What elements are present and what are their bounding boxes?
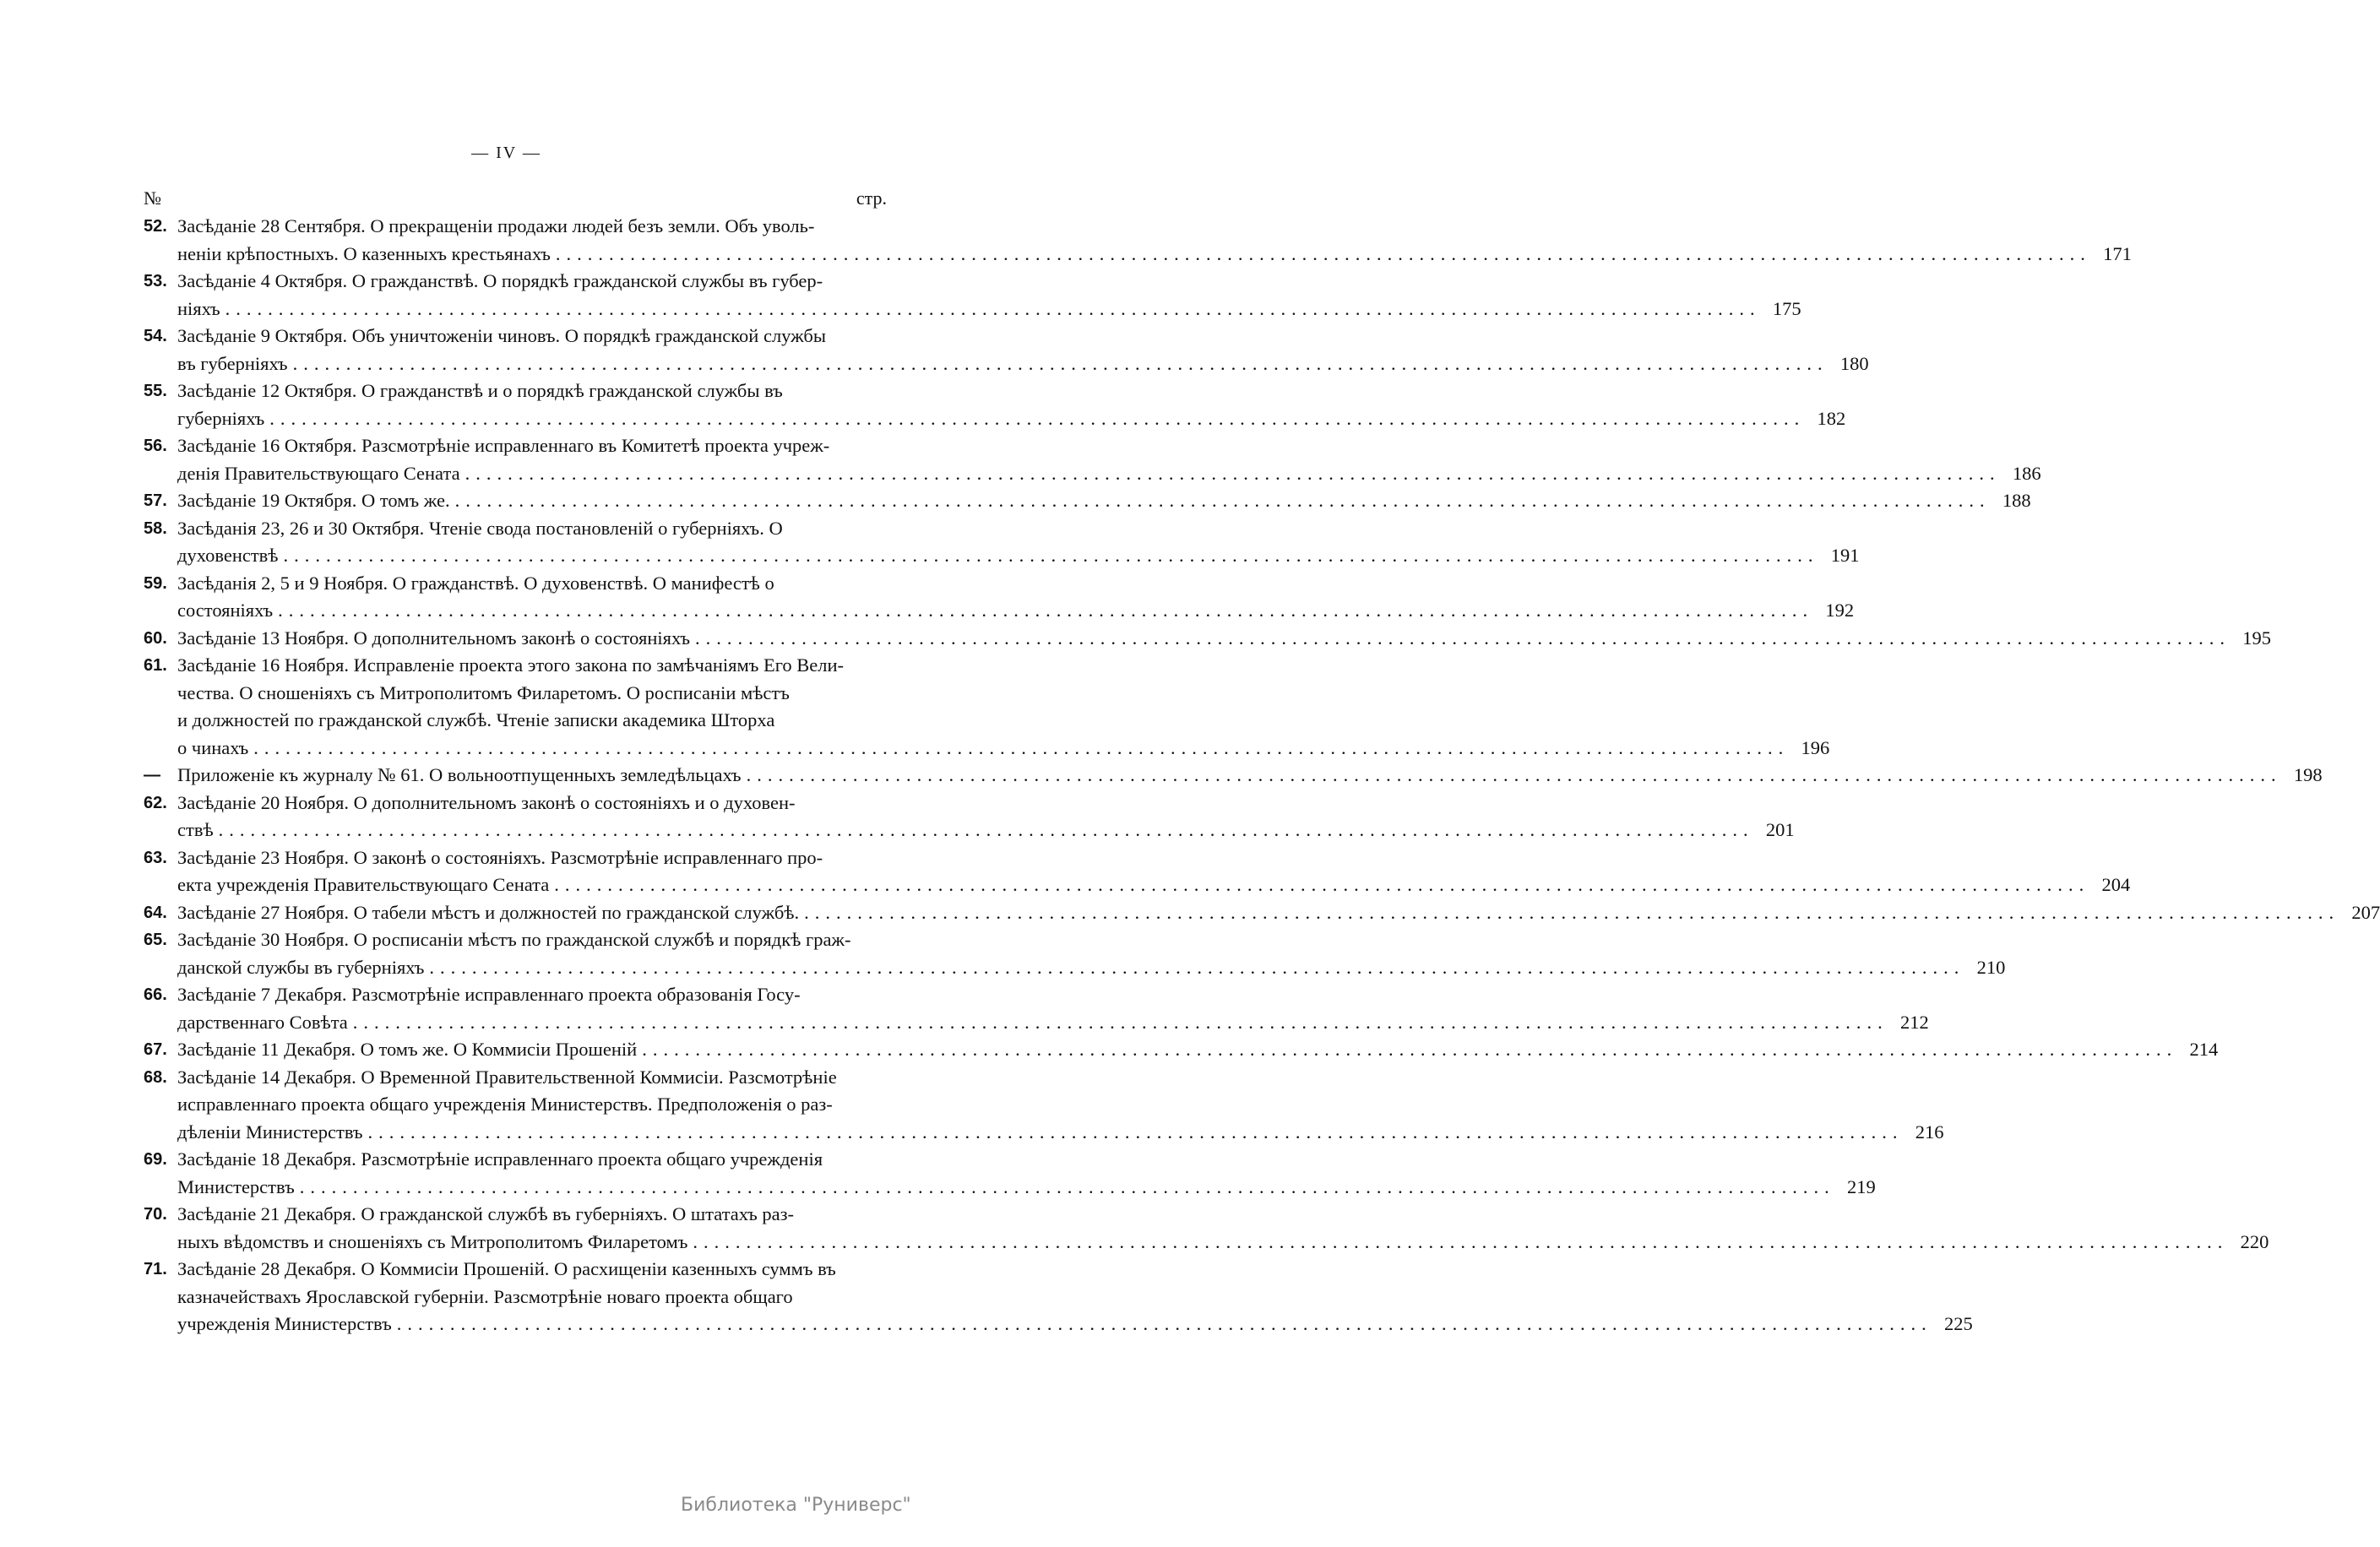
number-column-label: № bbox=[144, 187, 161, 209]
dot-leader bbox=[226, 296, 1761, 323]
entry-line bbox=[177, 570, 1854, 598]
entry-line bbox=[177, 296, 1801, 323]
page-number: 186 bbox=[2012, 462, 2041, 484]
entry-line-text: Засѣданіе 7 Декабря. Разсмотрѣніе исправленнаго проекта образованія Госу- bbox=[177, 984, 801, 1005]
entry-line bbox=[177, 377, 1845, 405]
toc-entry bbox=[144, 432, 2041, 487]
toc-entry bbox=[144, 1201, 2269, 1256]
dot-leader bbox=[397, 1311, 1932, 1338]
entry-text bbox=[177, 1064, 1944, 1147]
page-number: 192 bbox=[1825, 600, 1855, 621]
entry-line-text: Засѣданіе 13 Ноября. О дополнительномъ законѣ о состояніяхъ bbox=[177, 627, 691, 649]
entry-line-text: Засѣданіе 28 Сентября. О прекращеніи продажи людей безъ земли. Объ уволь- bbox=[177, 215, 815, 236]
page-number: 191 bbox=[1830, 545, 1860, 566]
entry-line-text: Засѣданіе 23 Ноября. О законѣ о состояніяхъ. Разсмотрѣніе исправленнаго про- bbox=[177, 846, 823, 868]
dot-leader bbox=[695, 625, 2231, 653]
entry-line-text: Засѣданіе 16 Октября. Разсмотрѣніе исправленнаго въ Комитетѣ проекта учреж- bbox=[177, 435, 830, 456]
page-number: 212 bbox=[1900, 1011, 1929, 1033]
dot-leader bbox=[554, 871, 2089, 899]
entry-line-text: Засѣданіе 11 Декабря. О томъ же. О Коммисіи Прошеній bbox=[177, 1039, 638, 1060]
entry-line bbox=[177, 1036, 2218, 1064]
dot-leader bbox=[455, 487, 1991, 515]
entry-line-text: исправленнаго проекта общаго учрежденія Министерствъ. Предположенія о раз- bbox=[177, 1094, 833, 1115]
entry-line-text: состояніяхъ bbox=[177, 600, 274, 621]
entry-line-text: учрежденія Министерствъ bbox=[177, 1313, 392, 1334]
page-number: 198 bbox=[2293, 764, 2323, 785]
entry-text bbox=[177, 213, 2132, 268]
entry-line bbox=[177, 213, 2132, 241]
page-number: 225 bbox=[1944, 1313, 1973, 1334]
dot-leader bbox=[465, 460, 2001, 488]
entry-line bbox=[177, 1174, 1876, 1202]
toc-entry bbox=[144, 1256, 1973, 1338]
dot-leader bbox=[353, 1009, 1888, 1037]
entry-line bbox=[177, 515, 1860, 543]
page-number: 216 bbox=[1915, 1121, 1944, 1143]
entry-line bbox=[177, 1284, 1973, 1311]
entry-text bbox=[177, 652, 1829, 762]
dot-leader bbox=[556, 241, 2091, 269]
entry-line-text: Засѣданіе 16 Ноября. Исправленіе проекта этого закона по замѣчаніямъ Его Вели- bbox=[177, 654, 845, 676]
entry-line-text: данской службы въ губерніяхъ bbox=[177, 956, 425, 978]
toc-entry bbox=[144, 652, 1830, 762]
entry-text bbox=[177, 762, 2323, 790]
entry-line-text: губерніяхъ bbox=[177, 407, 265, 429]
entry-line-text: Засѣданіе 20 Ноября. О дополнительномъ законѣ о состояніяхъ и о духовен- bbox=[177, 791, 796, 813]
entry-text bbox=[177, 844, 2130, 899]
toc-entry bbox=[144, 899, 2380, 927]
entry-line-text: въ губерніяхъ bbox=[177, 352, 288, 374]
entry-line bbox=[177, 405, 1845, 433]
toc-entry bbox=[144, 926, 2006, 981]
toc-entry bbox=[144, 377, 1846, 432]
entry-text bbox=[177, 790, 1795, 844]
entry-line-text: Засѣданіе 30 Ноября. О росписаніи мѣстъ по гражданской службѣ и порядкѣ граж- bbox=[177, 929, 851, 950]
page-number: 214 bbox=[2189, 1039, 2219, 1060]
toc-entry bbox=[144, 790, 1795, 844]
entry-line-text: Засѣданіе 9 Октября. Объ уничтоженіи чиновъ. О порядкѣ гражданской службы bbox=[177, 325, 826, 346]
entry-text bbox=[177, 926, 2005, 981]
toc-entry bbox=[144, 1036, 2219, 1064]
toc-entry bbox=[144, 625, 2272, 653]
dot-leader bbox=[804, 899, 2339, 927]
entry-line bbox=[177, 817, 1795, 844]
toc-entry bbox=[144, 844, 2131, 899]
entry-line-text: Засѣданія 2, 5 и 9 Ноября. О гражданствѣ. О духовенствѣ. О манифестѣ о bbox=[177, 572, 774, 594]
entry-line bbox=[177, 460, 2041, 488]
entry-number: 65. bbox=[144, 931, 167, 949]
entry-line-text: ніяхъ bbox=[177, 297, 220, 319]
entry-line bbox=[177, 487, 2031, 515]
entry-text bbox=[177, 1201, 2269, 1256]
entry-text bbox=[177, 515, 1860, 570]
table-of-contents bbox=[144, 213, 2380, 1338]
page-number: 180 bbox=[1839, 352, 1869, 374]
entry-line bbox=[177, 680, 1829, 708]
entry-line bbox=[177, 844, 2130, 872]
entry-text bbox=[177, 899, 2380, 927]
entry-number: 67. bbox=[144, 1040, 167, 1059]
dot-leader bbox=[693, 1229, 2228, 1257]
entry-number: 55. bbox=[144, 382, 167, 400]
entry-text bbox=[177, 981, 1929, 1036]
entry-line bbox=[177, 1091, 1944, 1119]
entry-line bbox=[177, 241, 2132, 269]
entry-number: 63. bbox=[144, 848, 167, 867]
entry-number: 61. bbox=[144, 656, 167, 675]
entry-line bbox=[177, 899, 2380, 927]
entry-line-text: казначействахъ Ярославской губерніи. Разсмотрѣніе новаго проекта общаго bbox=[177, 1285, 793, 1307]
entry-number: 62. bbox=[144, 793, 167, 812]
entry-line bbox=[177, 735, 1829, 763]
page-number: 210 bbox=[1976, 956, 2006, 978]
dot-leader bbox=[269, 405, 1805, 433]
page-number: 207 bbox=[2351, 901, 2380, 923]
entry-line-text: Засѣданіе 18 Декабря. Разсмотрѣніе исправленнаго проекта общаго учрежденія bbox=[177, 1148, 823, 1170]
page-number: 201 bbox=[1765, 819, 1795, 840]
entry-line bbox=[177, 1229, 2269, 1257]
dot-leader bbox=[284, 542, 1819, 570]
entry-text bbox=[177, 1036, 2218, 1064]
toc-entry bbox=[144, 515, 1860, 570]
entry-number: 54. bbox=[144, 327, 167, 345]
dot-leader bbox=[429, 954, 1964, 982]
entry-number: 52. bbox=[144, 217, 167, 236]
dot-leader bbox=[368, 1119, 1904, 1147]
entry-number: — bbox=[144, 766, 160, 784]
entry-line-text: Засѣданіе 19 Октября. О томъ же. bbox=[177, 490, 450, 511]
entry-line-text: дарственнаго Совѣта bbox=[177, 1011, 348, 1033]
toc-entry bbox=[144, 1146, 1876, 1201]
entry-line bbox=[177, 1201, 2269, 1229]
entry-number: 57. bbox=[144, 491, 167, 510]
page-number: 196 bbox=[1801, 736, 1830, 758]
page-number: 220 bbox=[2240, 1230, 2269, 1252]
page-number: 175 bbox=[1772, 297, 1801, 319]
entry-line-text: неніи крѣпостныхъ. О казенныхъ крестьянахъ bbox=[177, 242, 551, 264]
entry-line bbox=[177, 1119, 1944, 1147]
entry-text bbox=[177, 625, 2271, 653]
entry-line bbox=[177, 1311, 1973, 1338]
page-number: 195 bbox=[2242, 627, 2272, 649]
toc-entry bbox=[144, 487, 2031, 515]
entry-line bbox=[177, 1064, 1944, 1092]
entry-line bbox=[177, 981, 1929, 1009]
entry-text bbox=[177, 1146, 1876, 1201]
dot-leader bbox=[278, 597, 1813, 625]
page-number: 182 bbox=[1817, 407, 1846, 429]
entry-line bbox=[177, 790, 1795, 817]
dot-leader bbox=[642, 1036, 2177, 1064]
entry-line-text: чества. О сношеніяхъ съ Митрополитомъ Филаретомъ. О росписаніи мѣстъ bbox=[177, 681, 790, 703]
entry-line-text: и должностей по гражданской службѣ. Чтеніе записки академика Шторха bbox=[177, 709, 775, 730]
entry-line-text: Приложеніе къ журналу № 61. О вольноотпущенныхъ земледѣльцахъ bbox=[177, 764, 742, 785]
entry-line-text: Засѣданія 23, 26 и 30 Октября. Чтеніе свода постановленій о губерніяхъ. О bbox=[177, 517, 783, 539]
entry-line bbox=[177, 323, 1869, 350]
entry-line-text: о чинахъ bbox=[177, 736, 249, 758]
entry-line bbox=[177, 1256, 1973, 1284]
toc-entry bbox=[144, 570, 1855, 625]
entry-text bbox=[177, 432, 2041, 487]
entry-line bbox=[177, 1009, 1929, 1037]
entry-number: 60. bbox=[144, 628, 167, 648]
toc-entry bbox=[144, 323, 1869, 377]
entry-line bbox=[177, 871, 2130, 899]
dot-leader bbox=[253, 735, 1789, 763]
entry-line bbox=[177, 1146, 1876, 1174]
entry-line-text: денія Правительствующаго Сената bbox=[177, 462, 460, 484]
entry-line-text: Министерствъ bbox=[177, 1175, 295, 1197]
entry-line bbox=[177, 954, 2005, 982]
toc-entry bbox=[144, 981, 1929, 1036]
entry-text bbox=[177, 377, 1845, 432]
entry-number: 71. bbox=[144, 1260, 167, 1278]
toc-entry bbox=[144, 268, 1801, 323]
entry-line-text: Засѣданіе 27 Ноября. О табели мѣстъ и должностей по гражданской службѣ. bbox=[177, 901, 800, 923]
entry-number: 59. bbox=[144, 573, 167, 593]
entry-line bbox=[177, 432, 2041, 460]
entry-number: 68. bbox=[144, 1067, 167, 1087]
entry-text bbox=[177, 323, 1869, 377]
entry-text bbox=[177, 268, 1801, 323]
entry-line bbox=[177, 707, 1829, 735]
page-number: 204 bbox=[2101, 874, 2131, 895]
entry-number: 66. bbox=[144, 985, 167, 1004]
entry-number: 69. bbox=[144, 1150, 167, 1169]
entry-line-text: ныхъ вѣдомствъ и сношеніяхъ съ Митрополитомъ Филаретомъ bbox=[177, 1230, 688, 1252]
entry-number: 56. bbox=[144, 437, 167, 455]
page-header: — IV — bbox=[471, 144, 541, 162]
entry-number: 64. bbox=[144, 903, 167, 922]
entry-text bbox=[177, 1256, 1973, 1338]
dot-leader bbox=[747, 762, 2282, 790]
dot-leader bbox=[293, 350, 1828, 378]
entry-text bbox=[177, 487, 2031, 515]
entry-number: 70. bbox=[144, 1205, 167, 1224]
entry-line-text: духовенствѣ bbox=[177, 545, 279, 566]
entry-number: 53. bbox=[144, 272, 167, 290]
page-number: 219 bbox=[1846, 1175, 1876, 1197]
entry-text bbox=[177, 570, 1854, 625]
entry-line-text: Засѣданіе 12 Октября. О гражданствѣ и о порядкѣ гражданской службы въ bbox=[177, 380, 783, 401]
entry-line-text: Засѣданіе 14 Декабря. О Временной Правительственной Коммисіи. Разсмотрѣніе bbox=[177, 1066, 837, 1088]
entry-line bbox=[177, 542, 1860, 570]
toc-entry bbox=[144, 1064, 1944, 1147]
page-column-label: стр. bbox=[856, 187, 887, 209]
page-number: 188 bbox=[2002, 490, 2031, 511]
dot-leader bbox=[300, 1174, 1835, 1202]
entry-line-text: Засѣданіе 21 Декабря. О гражданской службѣ въ губерніяхъ. О штатахъ раз- bbox=[177, 1203, 795, 1224]
entry-line bbox=[177, 350, 1869, 378]
entry-line-text: Засѣданіе 4 Октября. О гражданствѣ. О порядкѣ гражданской службы въ губер- bbox=[177, 270, 823, 291]
entry-line bbox=[177, 625, 2271, 653]
entry-line-text: дѣленіи Министерствъ bbox=[177, 1121, 363, 1143]
entry-line bbox=[177, 926, 2005, 954]
toc-entry bbox=[144, 762, 2323, 790]
page-number: 171 bbox=[2103, 242, 2132, 264]
entry-line-text: ствѣ bbox=[177, 819, 214, 840]
entry-line-text: екта учрежденія Правительствующаго Сената bbox=[177, 874, 550, 895]
toc-entry bbox=[144, 213, 2132, 268]
library-watermark: Библиотека "Руниверс" bbox=[681, 1495, 911, 1516]
entry-line-text: Засѣданіе 28 Декабря. О Коммисіи Прошеній. О расхищеніи казенныхъ суммъ въ bbox=[177, 1258, 836, 1279]
entry-line bbox=[177, 597, 1854, 625]
dot-leader bbox=[219, 817, 1754, 844]
entry-line bbox=[177, 652, 1829, 680]
entry-line bbox=[177, 762, 2323, 790]
entry-number: 58. bbox=[144, 518, 167, 538]
entry-line bbox=[177, 268, 1801, 296]
